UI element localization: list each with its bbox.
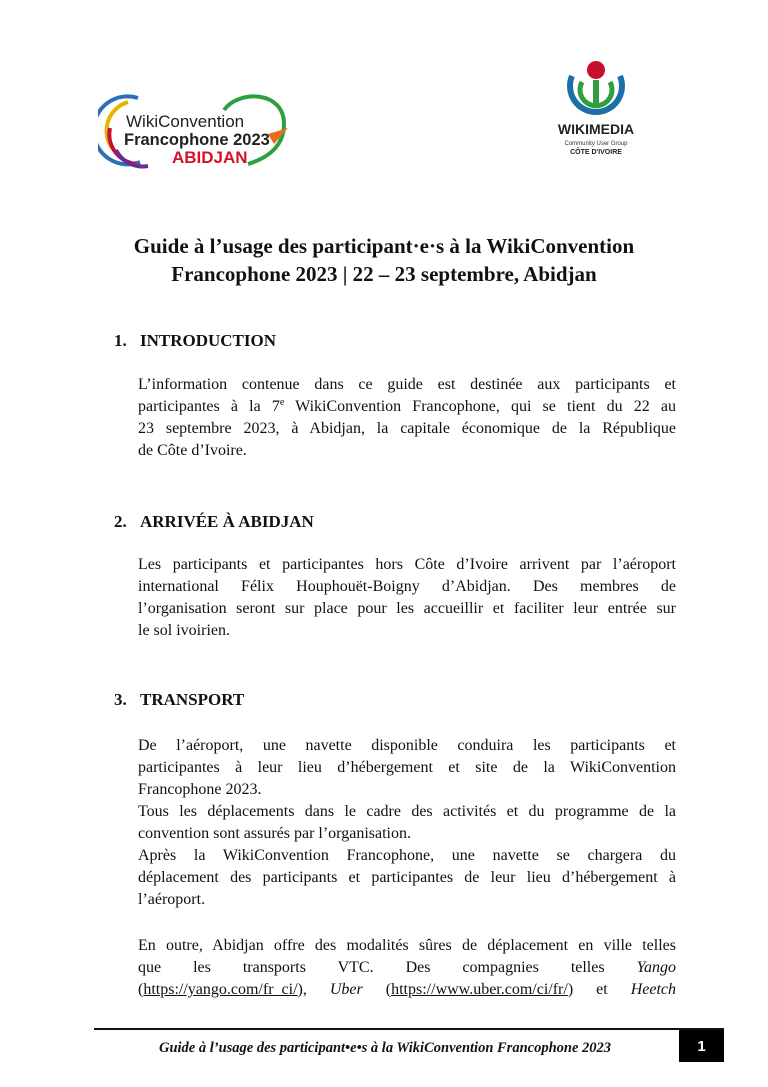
document-title-line-2: Francophone 2023 | 22 – 23 septembre, Abidjan — [171, 262, 597, 286]
section-heading-introduction — [114, 331, 276, 351]
logo-francophone: Francophone 2023 — [124, 131, 270, 149]
uber-link[interactable]: https://www.uber.com/ci/fr/ — [391, 981, 568, 998]
paragraph-line: Les participants et participantes hors Côte d’Ivoire arrivent par l’aéroport — [138, 556, 676, 573]
yango-link[interactable]: https://yango.com/fr_ci/ — [143, 981, 298, 998]
paragraph-line: international Félix Houphouët-Boigny d’Abidjan. Des membres de — [138, 578, 676, 595]
company-heetch: Heetch — [630, 981, 677, 998]
svg-text:WikiConvention — [126, 112, 244, 131]
paragraph-line: l’aéroport. — [138, 891, 206, 908]
wikimedia-sub1: Community User Group — [564, 141, 628, 147]
company-yango: Yango — [636, 959, 677, 976]
section-number: 2. — [114, 512, 127, 531]
paragraph-line: 23 septembre 2023, à Abidjan, la capitale économique de la République — [138, 420, 676, 437]
paragraph-line: le sol ivoirien. — [138, 622, 230, 639]
section-title: ARRIVÉE À ABIDJAN — [140, 512, 314, 531]
logo-convention: Convention — [158, 112, 245, 131]
wikimedia-stem — [593, 80, 599, 108]
wikimedia-name: WIKIMEDIA — [557, 121, 635, 137]
paragraph-line: De l’aéroport, une navette disponible conduira les participants et — [138, 737, 676, 754]
logo-abidjan: ABIDJAN — [172, 148, 248, 167]
wikimedia-sub2: CÔTE D'IVOIRE — [570, 149, 622, 156]
paragraph-line: participantes à leur lieu d’hébergement et site de la WikiConvention — [138, 759, 676, 776]
paragraph-line: Francophone 2023. — [138, 781, 262, 798]
section-title: INTRODUCTION — [140, 331, 277, 350]
paragraph-line: que les transports VTC. Des compagnies telles Yango — [138, 959, 677, 976]
paragraph-line: En outre, Abidjan offre des modalités sûres de déplacement en ville telles — [138, 937, 676, 954]
paragraph-line: Tous les déplacements dans le cadre des activités et du programme de la — [138, 803, 676, 820]
document-title-line-1: Guide à l’usage des participant·e·s à la WikiConvention — [133, 234, 635, 258]
paragraph-line: (https://yango.com/fr_ci/), Uber (https://www.uber.com/ci/fr/) et Heetch — [138, 981, 677, 998]
company-uber: Uber — [329, 981, 363, 998]
wikimedia-red-dot — [587, 61, 605, 79]
section-number: 1. — [114, 331, 127, 350]
paragraph-line: déplacement des participants et participantes de leur lieu d’hébergement à — [138, 869, 676, 886]
footer-rule — [94, 1028, 724, 1030]
paragraph-line: de Côte d’Ivoire. — [138, 442, 247, 459]
logo-wiki: Wiki — [126, 112, 159, 131]
paragraph-line: L’information contenue dans ce guide est destinée aux participants et — [138, 376, 676, 393]
paragraph-line: l’organisation seront sur place pour les accueillir et faciliter leur entrée sur — [138, 600, 676, 617]
section-title: TRANSPORT — [140, 690, 245, 709]
paragraph-line: Après la WikiConvention Francophone, une navette se chargera du — [138, 847, 676, 864]
page-number: 1 — [679, 1030, 724, 1062]
section-heading-arrivee — [114, 512, 314, 532]
paragraph-line: participantes à la 7e WikiConvention Francophone, qui se tient du 22 au — [138, 397, 676, 415]
paragraph-line: convention sont assurés par l’organisation. — [138, 825, 411, 842]
section-heading-transport — [114, 690, 244, 710]
wikiconvention-logo — [98, 88, 298, 170]
wikimedia-logo — [538, 60, 656, 162]
footer-text: Guide à l’usage des participant•e•s à la WikiConvention Francophone 2023 — [158, 1040, 612, 1056]
section-number: 3. — [114, 690, 127, 709]
